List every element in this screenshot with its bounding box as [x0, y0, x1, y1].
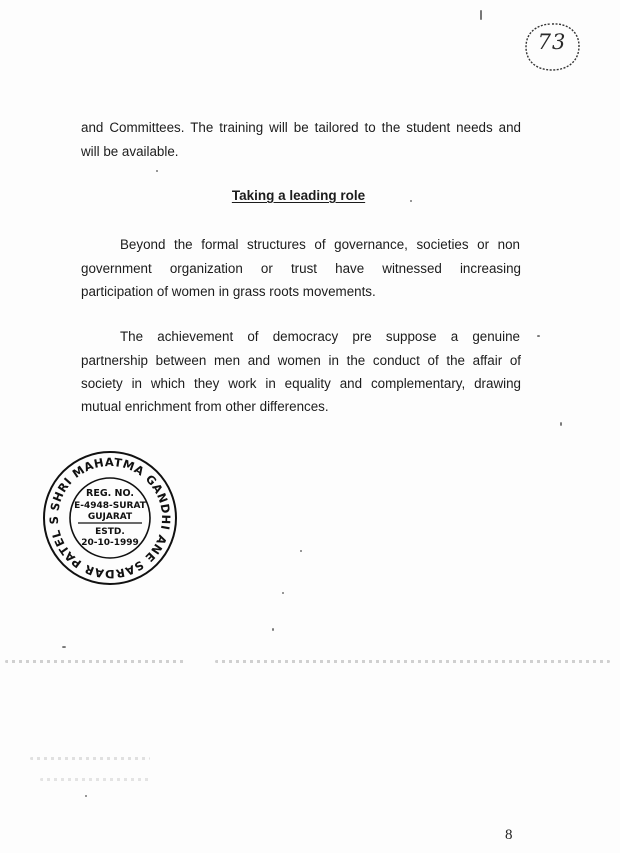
- paragraph-2-line-3: participation of women in grass roots movements.: [81, 284, 376, 299]
- paragraph-2-line-1: Beyond the formal structures of governance, societies or non: [120, 237, 520, 252]
- scan-speck: [62, 646, 66, 648]
- scan-speck: [282, 592, 284, 594]
- seal-state: GUJARAT: [87, 512, 133, 522]
- scan-speck: [156, 170, 158, 172]
- seal-ring-text: SHRI MAHATMA GANDHI ANE SARDAR PATEL S: [46, 454, 174, 582]
- scan-speck: [85, 795, 87, 797]
- seal-icon: [40, 448, 180, 588]
- scan-smudge: [5, 660, 185, 663]
- circled-number: 73: [537, 30, 567, 54]
- scan-speck: [300, 550, 302, 552]
- paragraph-1-line-1: and Committees. The training will be tailored to the student needs and: [81, 120, 521, 135]
- section-heading: Taking a leading role: [231, 188, 366, 203]
- seal-estd-date: 20-10-1999: [81, 538, 139, 548]
- circled-page-number: [522, 20, 582, 74]
- paragraph-3-line-4: mutual enrichment from other differences.: [81, 399, 329, 414]
- seal-reg-label: REG. NO.: [86, 488, 134, 499]
- scan-speck: [410, 200, 412, 202]
- scan-speck: [537, 335, 540, 337]
- scan-speck: [480, 10, 482, 20]
- scan-smudge: [30, 757, 150, 760]
- paragraph-3-line-1: The achievement of democracy pre suppose a genuine: [120, 329, 520, 344]
- scan-smudge: [40, 778, 150, 781]
- scan-speck: [272, 628, 274, 631]
- seal-estd-label: ESTD.: [95, 527, 125, 537]
- trust-seal-stamp: [40, 448, 180, 588]
- paragraph-3-line-2: partnership between men and women in the conduct of the affair of: [81, 353, 521, 368]
- scan-smudge: [215, 660, 610, 663]
- paragraph-2-line-2: government organization or trust have witnessed increasing: [81, 261, 521, 276]
- paragraph-1-line-2: will be available.: [81, 144, 179, 159]
- scan-speck: [560, 422, 562, 426]
- seal-reg-number: E-4948-SURAT: [74, 501, 146, 511]
- paragraph-3-line-3: society in which they work in equality and complementary, drawing: [81, 376, 521, 391]
- page-number: 8: [505, 827, 513, 843]
